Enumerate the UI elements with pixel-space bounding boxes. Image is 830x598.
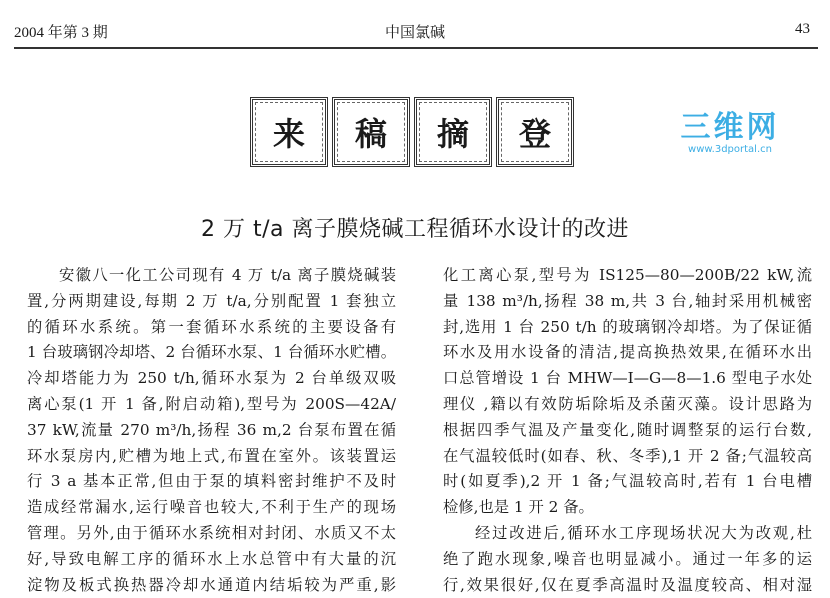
watermark-url: www.3dportal.cn — [688, 144, 772, 155]
text-line: 好,导致电解工序的循环水上水总管中有大量的沉 — [27, 549, 396, 568]
section-box: 摘 — [414, 97, 492, 167]
text-line: 在气温较低时(如春、秋、冬季),1 开 2 备;气温较高 — [443, 446, 812, 465]
text-line: 的循环水系统。第一套循环水系统的主要设备有 — [27, 317, 396, 336]
text-line: 行 3 a 基本正常,但由于泵的填料密封维护不及时 — [27, 472, 396, 491]
text-line: 检修,也是 1 开 2 备。 — [443, 498, 594, 517]
issue-label: 2004 年第 3 期 — [14, 25, 108, 41]
text-line: 1 台玻璃钢冷却塔、2 台循环水泵、1 台循环水贮槽。 — [27, 343, 396, 362]
right-column — [443, 263, 812, 598]
text-line: 管理。另外,由于循环水系统相对封闭、水质又不太 — [27, 523, 396, 542]
text-line: 理仪 ,籍以有效防垢除垢及杀菌灭藻。设计思路为 — [443, 394, 812, 413]
left-column — [27, 263, 396, 598]
text-line: 环水及用水设备的清洁,提高换热效果,在循环水出 — [443, 343, 812, 362]
section-box: 登 — [496, 97, 574, 167]
text-line: 安徽八一化工公司现有 4 万 t/a 离子膜烧碱装 — [59, 266, 396, 284]
text-line: 行,效果很好,仅在夏季高温时及温度较高、相对湿 — [443, 575, 812, 594]
section-box: 稿 — [332, 97, 410, 167]
text-line: 淀物及板式换热器冷却水通道内结垢较为严重,影 — [27, 575, 396, 594]
text-line: 冷却塔能力为 250 t/h,循环水泵为 2 台单级双吸 — [27, 369, 396, 388]
text-line: 绝了跑水现象,噪音也明显减小。通过一年多的运 — [443, 549, 812, 568]
section-box: 来 — [250, 97, 328, 167]
text-line: 口总管增设 1 台 MHW—I—G—8—1.6 型电子水处 — [443, 369, 812, 388]
text-line: 封,选用 1 台 250 t/h 的玻璃钢冷却塔。为了保证循 — [443, 317, 812, 336]
text-line: 根据四季气温及产量变化,随时调整泵的运行台数, — [443, 420, 812, 439]
text-line: 环水泵房内,贮槽为地上式,布置在室外。该装置运 — [27, 446, 396, 465]
watermark-text: 三维网 — [680, 110, 780, 145]
header-rule — [14, 47, 818, 49]
article-title: 2 万 t/a 离子膜烧碱工程循环水设计的改进 — [201, 217, 629, 242]
journal-name: 中国氯碱 — [384, 25, 445, 41]
text-line: 37 kW,流量 270 m³/h,扬程 36 m,2 台泵布置在循 — [27, 420, 396, 439]
watermark-logo — [650, 112, 810, 156]
text-line: 化工离心泵,型号为 IS125—80—200B/22 kW,流 — [443, 266, 812, 284]
text-line: 造成经常漏水,运行噪音也较大,不利于生产的现场 — [27, 498, 396, 517]
text-line: 经过改进后,循环水工序现场状况大为改观,杜 — [475, 523, 812, 542]
text-line: 置,分两期建设,每期 2 万 t/a,分别配置 1 套独立 — [27, 291, 396, 310]
section-banner — [250, 97, 574, 167]
text-line: 时(如夏季),2 开 1 备;气温较高时,若有 1 台电槽 — [443, 472, 812, 491]
page-number: 43 — [795, 21, 810, 37]
text-line: 离心泵(1 开 1 备,附启动箱),型号为 200S—42A/ — [27, 394, 396, 413]
text-line: 量 138 m³/h,扬程 38 m,共 3 台,轴封采用机械密 — [443, 291, 812, 310]
